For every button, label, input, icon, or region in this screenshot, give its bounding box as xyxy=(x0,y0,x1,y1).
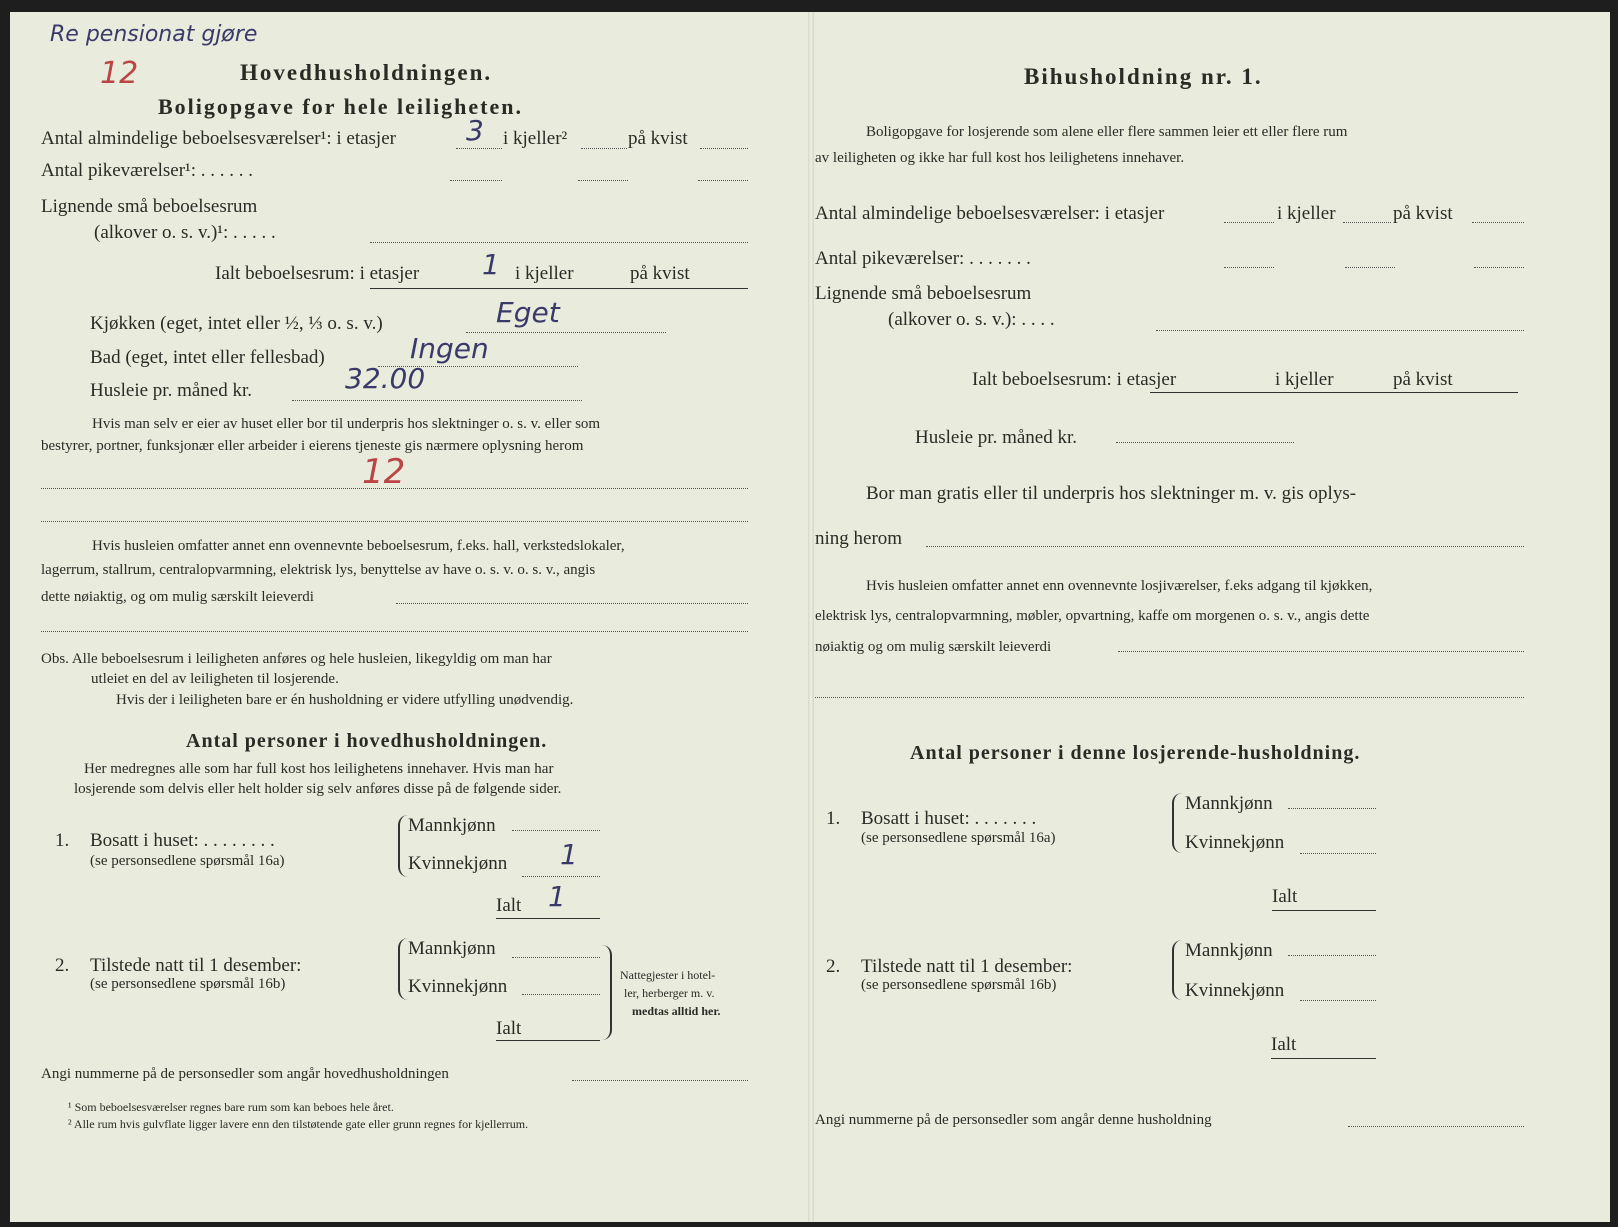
obs-note-2: utleiet en del av leiligheten til losjerende. xyxy=(91,671,339,687)
obs-note-3: Hvis der i leiligheten bare er én husholdning er videre utfylling unødvendig. xyxy=(116,692,574,708)
guest-note: Nattegjester i hotel- xyxy=(620,968,716,982)
present-label: Tilstede natt til 1 desember: xyxy=(90,955,302,976)
form-rule xyxy=(398,815,408,877)
page-title: Hovedhusholdningen. xyxy=(240,60,493,85)
right-total-label: Ialt xyxy=(1272,886,1298,907)
form-rule xyxy=(522,994,600,995)
right-present-label: Tilstede natt til 1 desember: xyxy=(861,956,1073,977)
female-label-2: Kvinnekjønn xyxy=(408,976,508,997)
persons-note-2: losjerende som delvis eller helt holder sig selv anføres disse på de følgende sider. xyxy=(74,781,562,797)
right-item-number: 1. xyxy=(826,808,841,829)
right-rent-label: Husleie pr. måned kr. xyxy=(915,427,1077,448)
form-rule xyxy=(698,180,748,181)
numbers-label: Angi nummerne på de personsedler som angår hovedhusholdningen xyxy=(41,1066,449,1082)
pike-label: Antal pikeværelser¹: . . . . . . xyxy=(41,160,254,181)
page-fold xyxy=(808,12,814,1222)
bath-value[interactable]: Ingen xyxy=(410,332,489,365)
form-rule xyxy=(398,938,408,1000)
page-subtitle: Boligopgave for hele leiligheten. xyxy=(158,94,524,119)
extra-note-3: dette nøiaktig, og om mulig særskilt leieverdi xyxy=(41,589,314,605)
kjeller-label: i kjeller² xyxy=(503,128,568,149)
form-rule xyxy=(396,603,748,604)
form-rule xyxy=(1343,222,1391,223)
right-ialt-label: Ialt beboelsesrum: i etasjer xyxy=(972,369,1177,390)
present-sub: (se personsedlene spørsmål 16b) xyxy=(90,976,286,992)
form-rule xyxy=(1271,1058,1376,1059)
right-alkover-label: (alkover o. s. v.): . . . . xyxy=(888,309,1055,330)
item-number-2: 2. xyxy=(55,955,70,976)
form-rule xyxy=(496,1040,600,1041)
etasjer-value[interactable]: 3 xyxy=(466,114,484,147)
handwritten-mark: 12 xyxy=(362,452,406,492)
form-rule xyxy=(41,488,748,489)
right-resident-label: Bosatt i huset: . . . . . . . xyxy=(861,808,1037,829)
form-rule xyxy=(572,1080,748,1081)
handwritten-note: Re pensionat gjøre xyxy=(50,22,258,47)
right-total-label-2: Ialt xyxy=(1271,1034,1297,1055)
kitchen-value[interactable]: Eget xyxy=(496,296,560,329)
right-bor-note-2: ning herom xyxy=(815,528,903,549)
form-rule xyxy=(41,631,748,632)
right-extra-note-3: nøiaktig og om mulig særskilt leieverdi xyxy=(815,639,1052,655)
right-extra-note-2: elektrisk lys, centralopvarmning, møbler, opvartning, kaffe om morgenen o. s. v., angis dette xyxy=(815,608,1370,624)
ialt-kvist-label: på kvist xyxy=(630,263,690,284)
right-kvist-label: på kvist xyxy=(1393,203,1453,224)
form-rule xyxy=(466,332,666,333)
right-persons-title: Antal personer i denne losjerende-husholdning. xyxy=(910,742,1361,764)
right-present-sub: (se personsedlene spørsmål 16b) xyxy=(861,977,1057,993)
kvist-label: på kvist xyxy=(628,128,688,149)
obs-note: Obs. Alle beboelsesrum i leiligheten anføres og hele husleien, likegyldig om man har xyxy=(41,651,552,667)
male-label-2: Mannkjønn xyxy=(408,938,496,959)
form-rule xyxy=(456,148,502,149)
right-female-label: Kvinnekjønn xyxy=(1185,832,1285,853)
right-intro-2: av leiligheten og ikke har full kost hos leilighetens innehaver. xyxy=(815,150,1185,166)
ialt-etasjer-value[interactable]: 1 xyxy=(482,248,500,281)
female-value[interactable]: 1 xyxy=(560,838,578,871)
right-female-label-2: Kvinnekjønn xyxy=(1185,980,1285,1001)
item-number: 1. xyxy=(55,830,70,851)
extra-note-2: lagerrum, stallrum, centralopvarmning, elektrisk lys, benyttelse av have o. s. v. o. s. v., angis xyxy=(41,562,596,578)
right-extra-note: Hvis husleien omfatter annet enn ovennevnte losjiværelser, f.eks adgang til kjøkken, xyxy=(866,578,1373,594)
right-kjeller-label: i kjeller xyxy=(1277,203,1336,224)
handwritten-number: 12 xyxy=(100,56,139,91)
form-rule xyxy=(1288,955,1376,956)
rooms-label: Antal almindelige beboelsesværelser¹: i etasjer xyxy=(41,128,396,149)
right-rooms-label: Antal almindelige beboelsesværelser: i etasjer xyxy=(815,203,1165,224)
form-rule xyxy=(600,945,612,1040)
form-rule xyxy=(522,876,600,877)
form-rule xyxy=(1472,222,1524,223)
form-rule xyxy=(1118,651,1524,652)
right-bor-note: Bor man gratis eller til underpris hos slektninger m. v. gis oplys- xyxy=(866,483,1357,504)
ialt-rooms-label: Ialt beboelsesrum: i etasjer xyxy=(215,263,420,284)
form-rule xyxy=(370,288,748,289)
form-rule xyxy=(578,180,628,181)
form-rule xyxy=(1288,808,1376,809)
total-label-2: Ialt xyxy=(496,1018,522,1039)
right-resident-sub: (se personsedlene spørsmål 16a) xyxy=(861,830,1056,846)
rent-label: Husleie pr. måned kr. xyxy=(90,380,252,401)
right-ialt-kjeller: i kjeller xyxy=(1275,369,1334,390)
female-label: Kvinnekjønn xyxy=(408,853,508,874)
owner-note-2: bestyrer, portner, funksjonær eller arbeider i eierens tjeneste gis nærmere oplysning herom xyxy=(41,438,584,454)
form-rule xyxy=(1172,940,1182,1000)
footnote-2: ² Alle rum hvis gulvflate ligger lavere enn den tilstøtende gate eller grunn regnes for kjellerrum. xyxy=(68,1117,529,1131)
form-rule xyxy=(496,918,600,919)
male-label: Mannkjønn xyxy=(408,815,496,836)
form-rule xyxy=(1156,330,1524,331)
form-rule xyxy=(581,148,627,149)
right-pike-label: Antal pikeværelser: . . . . . . . xyxy=(815,248,1031,269)
right-title: Bihusholdning nr. 1. xyxy=(1024,64,1263,89)
right-numbers-label: Angi nummerne på de personsedler som angår denne husholdning xyxy=(815,1112,1212,1128)
form-rule xyxy=(1300,853,1376,854)
right-small-label: Lignende små beboelsesrum xyxy=(815,283,1032,304)
form-rule xyxy=(1474,267,1524,268)
form-rule xyxy=(1172,793,1182,853)
resident-sub: (se personsedlene spørsmål 16a) xyxy=(90,853,285,869)
guest-note-2: ler, herberger m. v. xyxy=(624,986,715,1000)
bath-label: Bad (eget, intet eller fellesbad) xyxy=(90,347,325,368)
form-rule xyxy=(512,957,600,958)
form-rule xyxy=(1345,267,1395,268)
form-rule xyxy=(450,180,502,181)
persons-note: Her medregnes alle som har full kost hos leilighetens innehaver. Hvis man har xyxy=(84,761,554,777)
form-rule xyxy=(926,546,1524,547)
form-rule xyxy=(1224,267,1274,268)
small-rooms-label: Lignende små beboelsesrum xyxy=(41,196,258,217)
ialt-kjeller-label: i kjeller xyxy=(515,263,574,284)
form-rule xyxy=(1300,1000,1376,1001)
right-item-number-2: 2. xyxy=(826,956,841,977)
total-value[interactable]: 1 xyxy=(548,880,566,913)
right-intro: Boligopgave for losjerende som alene eller flere sammen leier ett eller flere rum xyxy=(866,124,1348,140)
right-ialt-kvist: på kvist xyxy=(1393,369,1453,390)
form-rule xyxy=(1224,222,1274,223)
extra-note: Hvis husleien omfatter annet enn ovennevnte beboelsesrum, f.eks. hall, verkstedslokaler, xyxy=(92,538,625,554)
form-rule xyxy=(1150,392,1518,393)
owner-note: Hvis man selv er eier av huset eller bor til underpris hos slektninger o. s. v. eller som xyxy=(92,416,601,432)
form-rule xyxy=(1272,910,1376,911)
form-rule xyxy=(1116,442,1294,443)
persons-title: Antal personer i hovedhusholdningen. xyxy=(186,730,548,752)
guest-note-3: medtas alltid her. xyxy=(632,1004,721,1018)
form-rule xyxy=(1348,1126,1524,1127)
total-label: Ialt xyxy=(496,895,522,916)
form-rule xyxy=(815,697,1524,698)
resident-label: Bosatt i huset: . . . . . . . . xyxy=(90,830,275,851)
form-rule xyxy=(41,521,748,522)
form-rule xyxy=(292,400,582,401)
right-male-label: Mannkjønn xyxy=(1185,793,1273,814)
alkover-label: (alkover o. s. v.)¹: . . . . . xyxy=(94,222,276,243)
kitchen-label: Kjøkken (eget, intet eller ½, ⅓ o. s. v.) xyxy=(90,313,383,334)
footnote-1: ¹ Som beboelsesværelser regnes bare rum som kan beboes hele året. xyxy=(68,1100,394,1114)
rent-value[interactable]: 32.00 xyxy=(345,362,426,395)
form-rule xyxy=(512,830,600,831)
form-rule xyxy=(700,148,748,149)
form-rule xyxy=(370,242,748,243)
right-male-label-2: Mannkjønn xyxy=(1185,940,1273,961)
